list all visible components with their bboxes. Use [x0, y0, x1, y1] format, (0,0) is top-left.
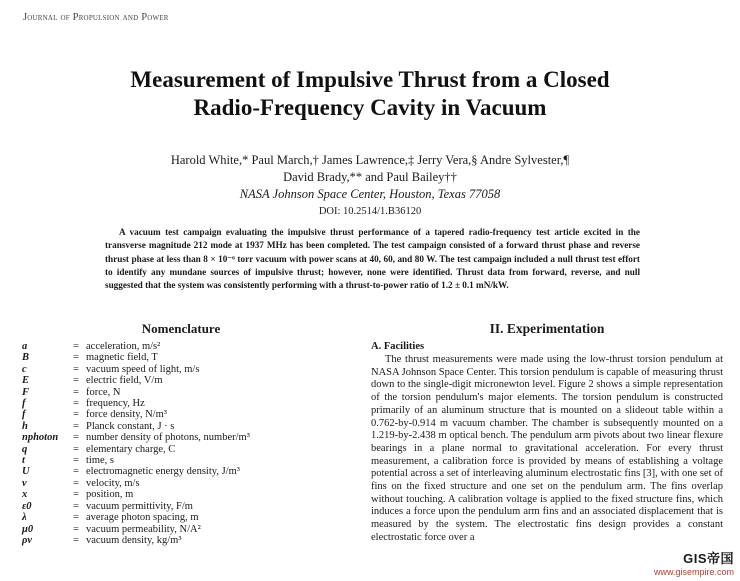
section-heading: II. Experimentation [489, 321, 605, 336]
nomenclature-heading: Nomenclature [141, 321, 221, 336]
nomenclature-row [22, 478, 340, 489]
nomenclature-equals: = [73, 386, 79, 398]
nomenclature-equals: = [73, 420, 79, 432]
nomenclature-definition: velocity, m/s [86, 477, 140, 489]
nomenclature-row [22, 387, 340, 398]
watermark [654, 548, 734, 577]
nomenclature-row [22, 432, 340, 443]
nomenclature-definition: magnetic field, T [86, 352, 158, 364]
nomenclature-definition: acceleration, m/s² [86, 341, 161, 352]
nomenclature-symbol: c [22, 363, 27, 375]
nomenclature-row [22, 352, 340, 363]
nomenclature-symbol: h [22, 420, 28, 432]
nomenclature-definition: force, N [86, 386, 121, 398]
nomenclature-equals: = [73, 443, 79, 455]
nomenclature-symbol: F [22, 386, 30, 398]
nomenclature-equals: = [73, 500, 79, 512]
nomenclature-row [22, 466, 340, 477]
nomenclature-equals: = [73, 489, 79, 501]
nomenclature-equals: = [73, 455, 79, 467]
nomenclature-equals: = [73, 363, 79, 375]
nomenclature-definition: frequency, Hz [86, 398, 145, 410]
nomenclature-definition: elementary charge, C [86, 443, 176, 455]
nomenclature-definition: time, s [86, 455, 114, 467]
nomenclature-symbol: nphoton [22, 432, 59, 444]
nomenclature-row [22, 398, 340, 409]
subsection-heading: A. Facilities [371, 341, 425, 352]
authors-line-2: David Brady,** and Paul Bailey†† [283, 170, 457, 184]
paper-title [60, 66, 680, 122]
nomenclature-definition: position, m [86, 489, 134, 501]
nomenclature-symbol: ε0 [22, 500, 32, 512]
nomenclature-definition: vacuum permeability, N/A² [86, 523, 201, 535]
nomenclature-row [22, 409, 340, 420]
abstract: A vacuum test campaign evaluating the impulsive thrust performance of a tapered radio-frequency test article excited in the transverse magnitude 212 mode at 1937 MHz has been completed. The test campaign consisted of a forward thrust phase and reverse thrust phase at less than 8 × 10⁻⁶ torr vacuum with power scans at 40, 60, and 80 W. The test campaign included a null thrust test effort to identify any mundane sources of impulsive thrust; however, none were identified. Thrust data from forward, reverse, and null suggested that the system was consistently performing with a thrust-to-power ratio of 1.2 ± 0.1 mN/kW. [105, 227, 640, 291]
nomenclature-row [22, 489, 340, 500]
nomenclature-definition: vacuum speed of light, m/s [86, 363, 200, 375]
nomenclature-column [22, 321, 340, 546]
nomenclature-equals: = [73, 341, 79, 352]
title-line-2: Radio-Frequency Cavity in Vacuum [193, 95, 547, 120]
nomenclature-definition: force density, N/m³ [86, 409, 167, 421]
nomenclature-symbol: f [22, 409, 26, 421]
nomenclature-row [22, 375, 340, 386]
nomenclature-definition: number density of photons, number/m³ [86, 432, 250, 444]
authors-line-1: Harold White,* Paul March,† James Lawrence,‡ Jerry Vera,§ Andre Sylvester,¶ [170, 153, 570, 167]
nomenclature-symbol: v [22, 477, 27, 489]
nomenclature-symbol: t [22, 455, 25, 467]
nomenclature-row [22, 341, 340, 352]
nomenclature-row [22, 524, 340, 535]
journal-name: Journal of Propulsion and Power [23, 12, 169, 23]
author-block [60, 152, 680, 203]
nomenclature-symbol: ρv [22, 534, 33, 546]
nomenclature-symbol: B [22, 352, 30, 364]
nomenclature-row [22, 421, 340, 432]
nomenclature-row [22, 364, 340, 375]
nomenclature-symbol: μ0 [22, 523, 34, 535]
nomenclature-definition: electric field, V/m [86, 375, 163, 387]
nomenclature-symbol: E [22, 375, 30, 387]
nomenclature-definition: vacuum permittivity, F/m [86, 500, 193, 512]
affiliation: NASA Johnson Space Center, Houston, Texas 77058 [239, 187, 501, 201]
nomenclature-equals: = [73, 534, 79, 546]
body-paragraph: The thrust measurements were made using the low-thrust torsion pendulum at NASA Johnson Space Center. This torsion pendulum is capable of measuring thrust down to the single-digit micronewton level. Figure 2 shows a simple representation of the torsion pendulum's major elements. The torsion pendulum is constructed primarily of an aluminum structure that is mounted on a slideout table within a 0.762-by-0.914 m vacuum chamber. The chamber is subsequently mounted on a 1.219-by-2.438 m optical bench. The pendulum arm pivots about two linear flexure bearings in a plane normal to gravitational acceleration. For every thrust measurement, a calibration force is provided by means of establishing a voltage potential across a set of interleaving aluminum electrostatic fins [3], with one set of fins on the fixed structure and one set on the pendulum arm. The fins overlap without touching. A calibration voltage is applied to the fixed structure fins, which induces a force upon the pendulum arm fins and an associated displacement that is measured by the system. The electrostatic fins design provides a constant electrostatic force over a [371, 354, 723, 543]
nomenclature-definition: vacuum density, kg/m³ [86, 534, 182, 546]
nomenclature-equals: = [73, 409, 79, 421]
nomenclature-symbol: λ [22, 512, 27, 524]
nomenclature-symbol: f [22, 398, 26, 410]
nomenclature-row [22, 501, 340, 512]
nomenclature-equals: = [73, 477, 79, 489]
doi: DOI: 10.2514/1.B36120 [318, 206, 422, 217]
nomenclature-equals: = [73, 352, 79, 364]
nomenclature-definition: average photon spacing, m [86, 512, 199, 524]
nomenclature-equals: = [73, 523, 79, 535]
nomenclature-row [22, 535, 340, 546]
nomenclature-row [22, 512, 340, 523]
nomenclature-definition: electromagnetic energy density, J/m³ [86, 466, 240, 478]
experimentation-column [371, 321, 723, 545]
nomenclature-equals: = [73, 398, 79, 410]
nomenclature-row [22, 455, 340, 466]
title-line-1: Measurement of Impulsive Thrust from a Closed [130, 67, 610, 92]
nomenclature-equals: = [73, 512, 79, 524]
nomenclature-symbol: U [22, 466, 30, 478]
nomenclature-symbol: x [22, 489, 28, 501]
nomenclature-list [22, 341, 340, 546]
nomenclature-row [22, 444, 340, 455]
nomenclature-equals: = [73, 432, 79, 444]
nomenclature-equals: = [73, 466, 79, 478]
watermark-url: www.gisempire.com [653, 567, 734, 577]
watermark-logo-text: GIS帝国 [683, 551, 734, 566]
nomenclature-equals: = [73, 375, 79, 387]
nomenclature-symbol: a [22, 341, 28, 352]
nomenclature-definition: Planck constant, J · s [86, 420, 175, 432]
nomenclature-symbol: q [22, 443, 28, 455]
